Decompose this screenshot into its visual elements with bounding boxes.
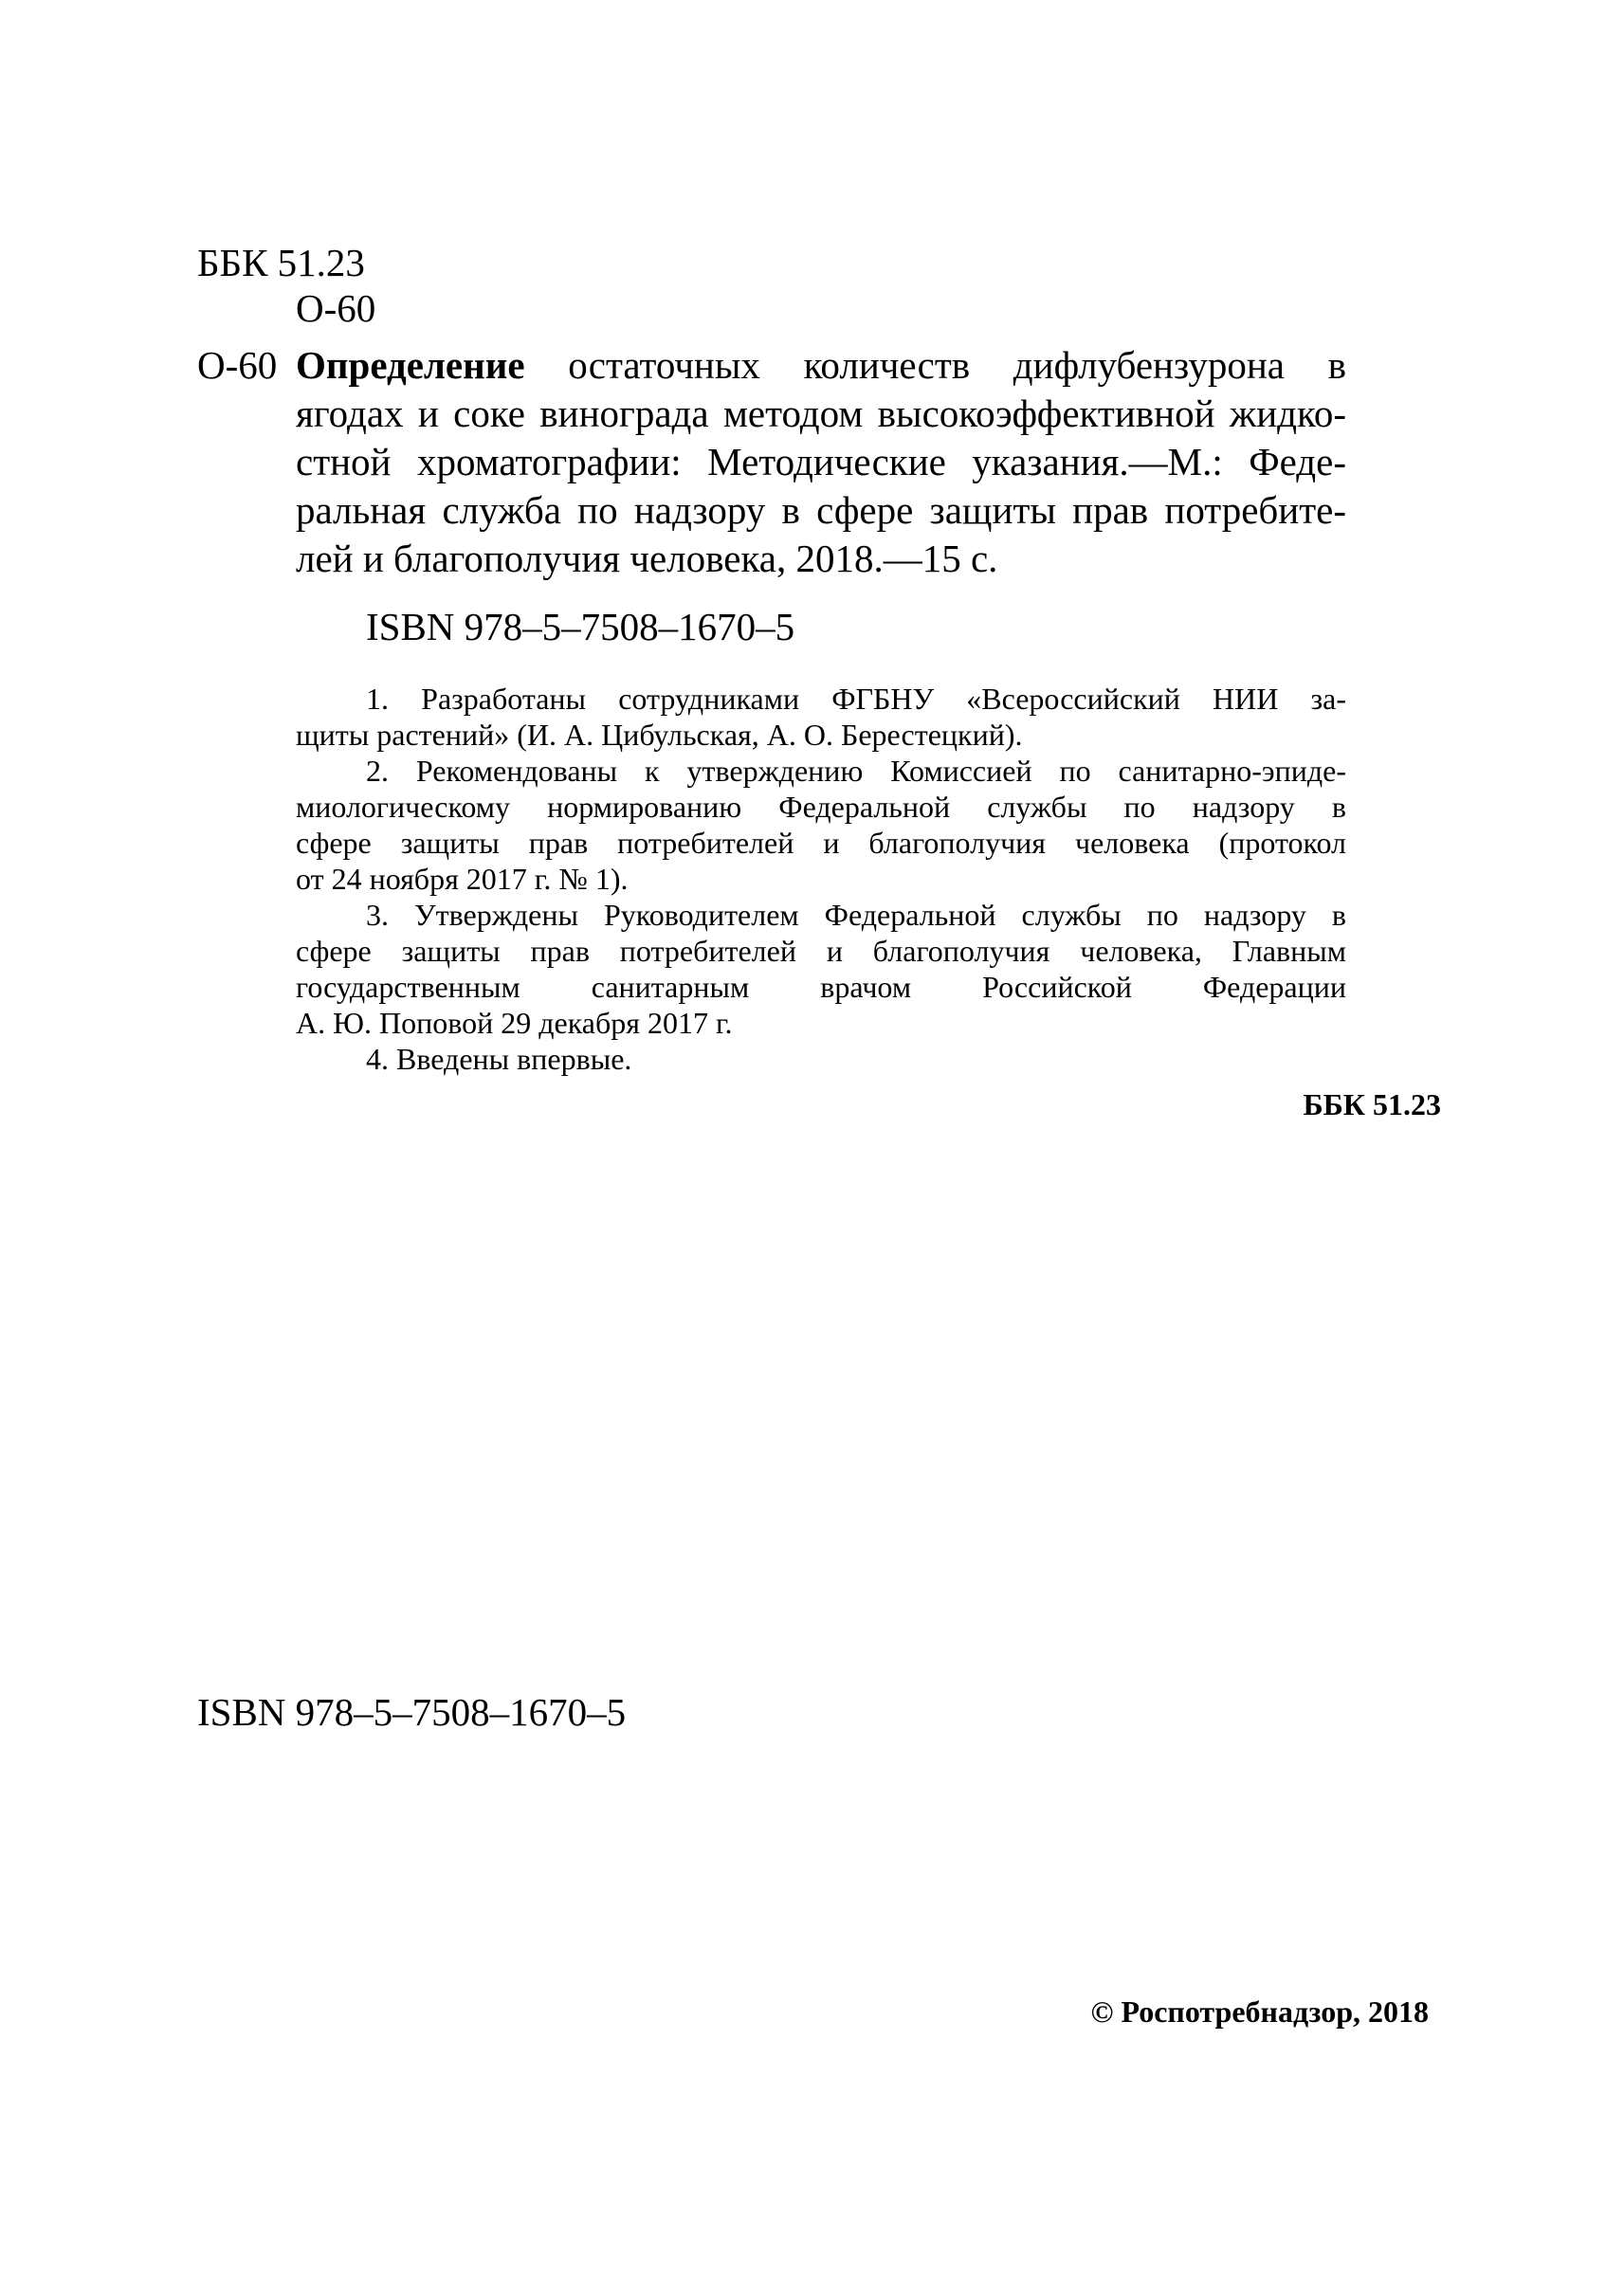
note-line-7: 3. Утверждены Руководителем Федеральной службы по надзору в: [366, 898, 1346, 932]
entry-line-4: ральная служба по надзору в сфере защиты прав потребите-: [296, 488, 1346, 532]
note-line-11: 4. Введены впервые.: [366, 1042, 632, 1076]
note-line-3: 2. Рекомендованы к утверждению Комиссией по санитарно-эпиде-: [366, 754, 1346, 788]
bbk-code: ББК 51.23: [197, 241, 365, 284]
note-line-2: щиты растений» (И. А. Цибульская, А. О. Берестецкий).: [296, 718, 1023, 752]
bibliographic-entry: [296, 341, 1346, 583]
note-line-9: государственным санитарным врачом Российской Федерации: [296, 970, 1346, 1004]
entry-line-2: ягодах и соке винограда методом высокоэффективной жидко-: [296, 392, 1346, 435]
entry-title-bold: Определение: [296, 343, 525, 387]
entry-isbn: ISBN 978–5–7508–1670–5: [366, 605, 795, 648]
note-line-10: А. Ю. Поповой 29 декабря 2017 г.: [296, 1006, 733, 1040]
entry-author-mark: О-60: [197, 343, 278, 387]
bbk-code-right: ББК 51.23: [1303, 1087, 1441, 1121]
entry-line-1: [296, 341, 1346, 390]
note-line-1: 1. Разработаны сотрудниками ФГБНУ «Всероссийский НИИ за-: [366, 682, 1346, 716]
entry-line-1-text: остаточных количеств дифлубензурона в: [524, 343, 1346, 387]
note-line-6: от 24 ноября 2017 г. № 1).: [296, 862, 629, 896]
note-line-8: сфере защиты прав потребителей и благополучия человека, Главным: [296, 934, 1346, 968]
copyright-notice: © Роспотребнадзор, 2018: [1090, 1994, 1429, 2029]
note-line-5: сфере защиты прав потребителей и благополучия человека (протокол: [296, 826, 1346, 860]
entry-line-3: стной хроматографии: Методические указания.—М.: Феде-: [296, 440, 1346, 483]
entry-line-5: лей и благополучия человека, 2018.—15 с.: [296, 537, 998, 580]
note-line-4: миологическому нормированию Федеральной службы по надзору в: [296, 790, 1346, 824]
publication-notes: [296, 681, 1346, 1077]
author-mark: О-60: [296, 286, 376, 330]
footer-isbn: ISBN 978–5–7508–1670–5: [197, 1690, 627, 1734]
